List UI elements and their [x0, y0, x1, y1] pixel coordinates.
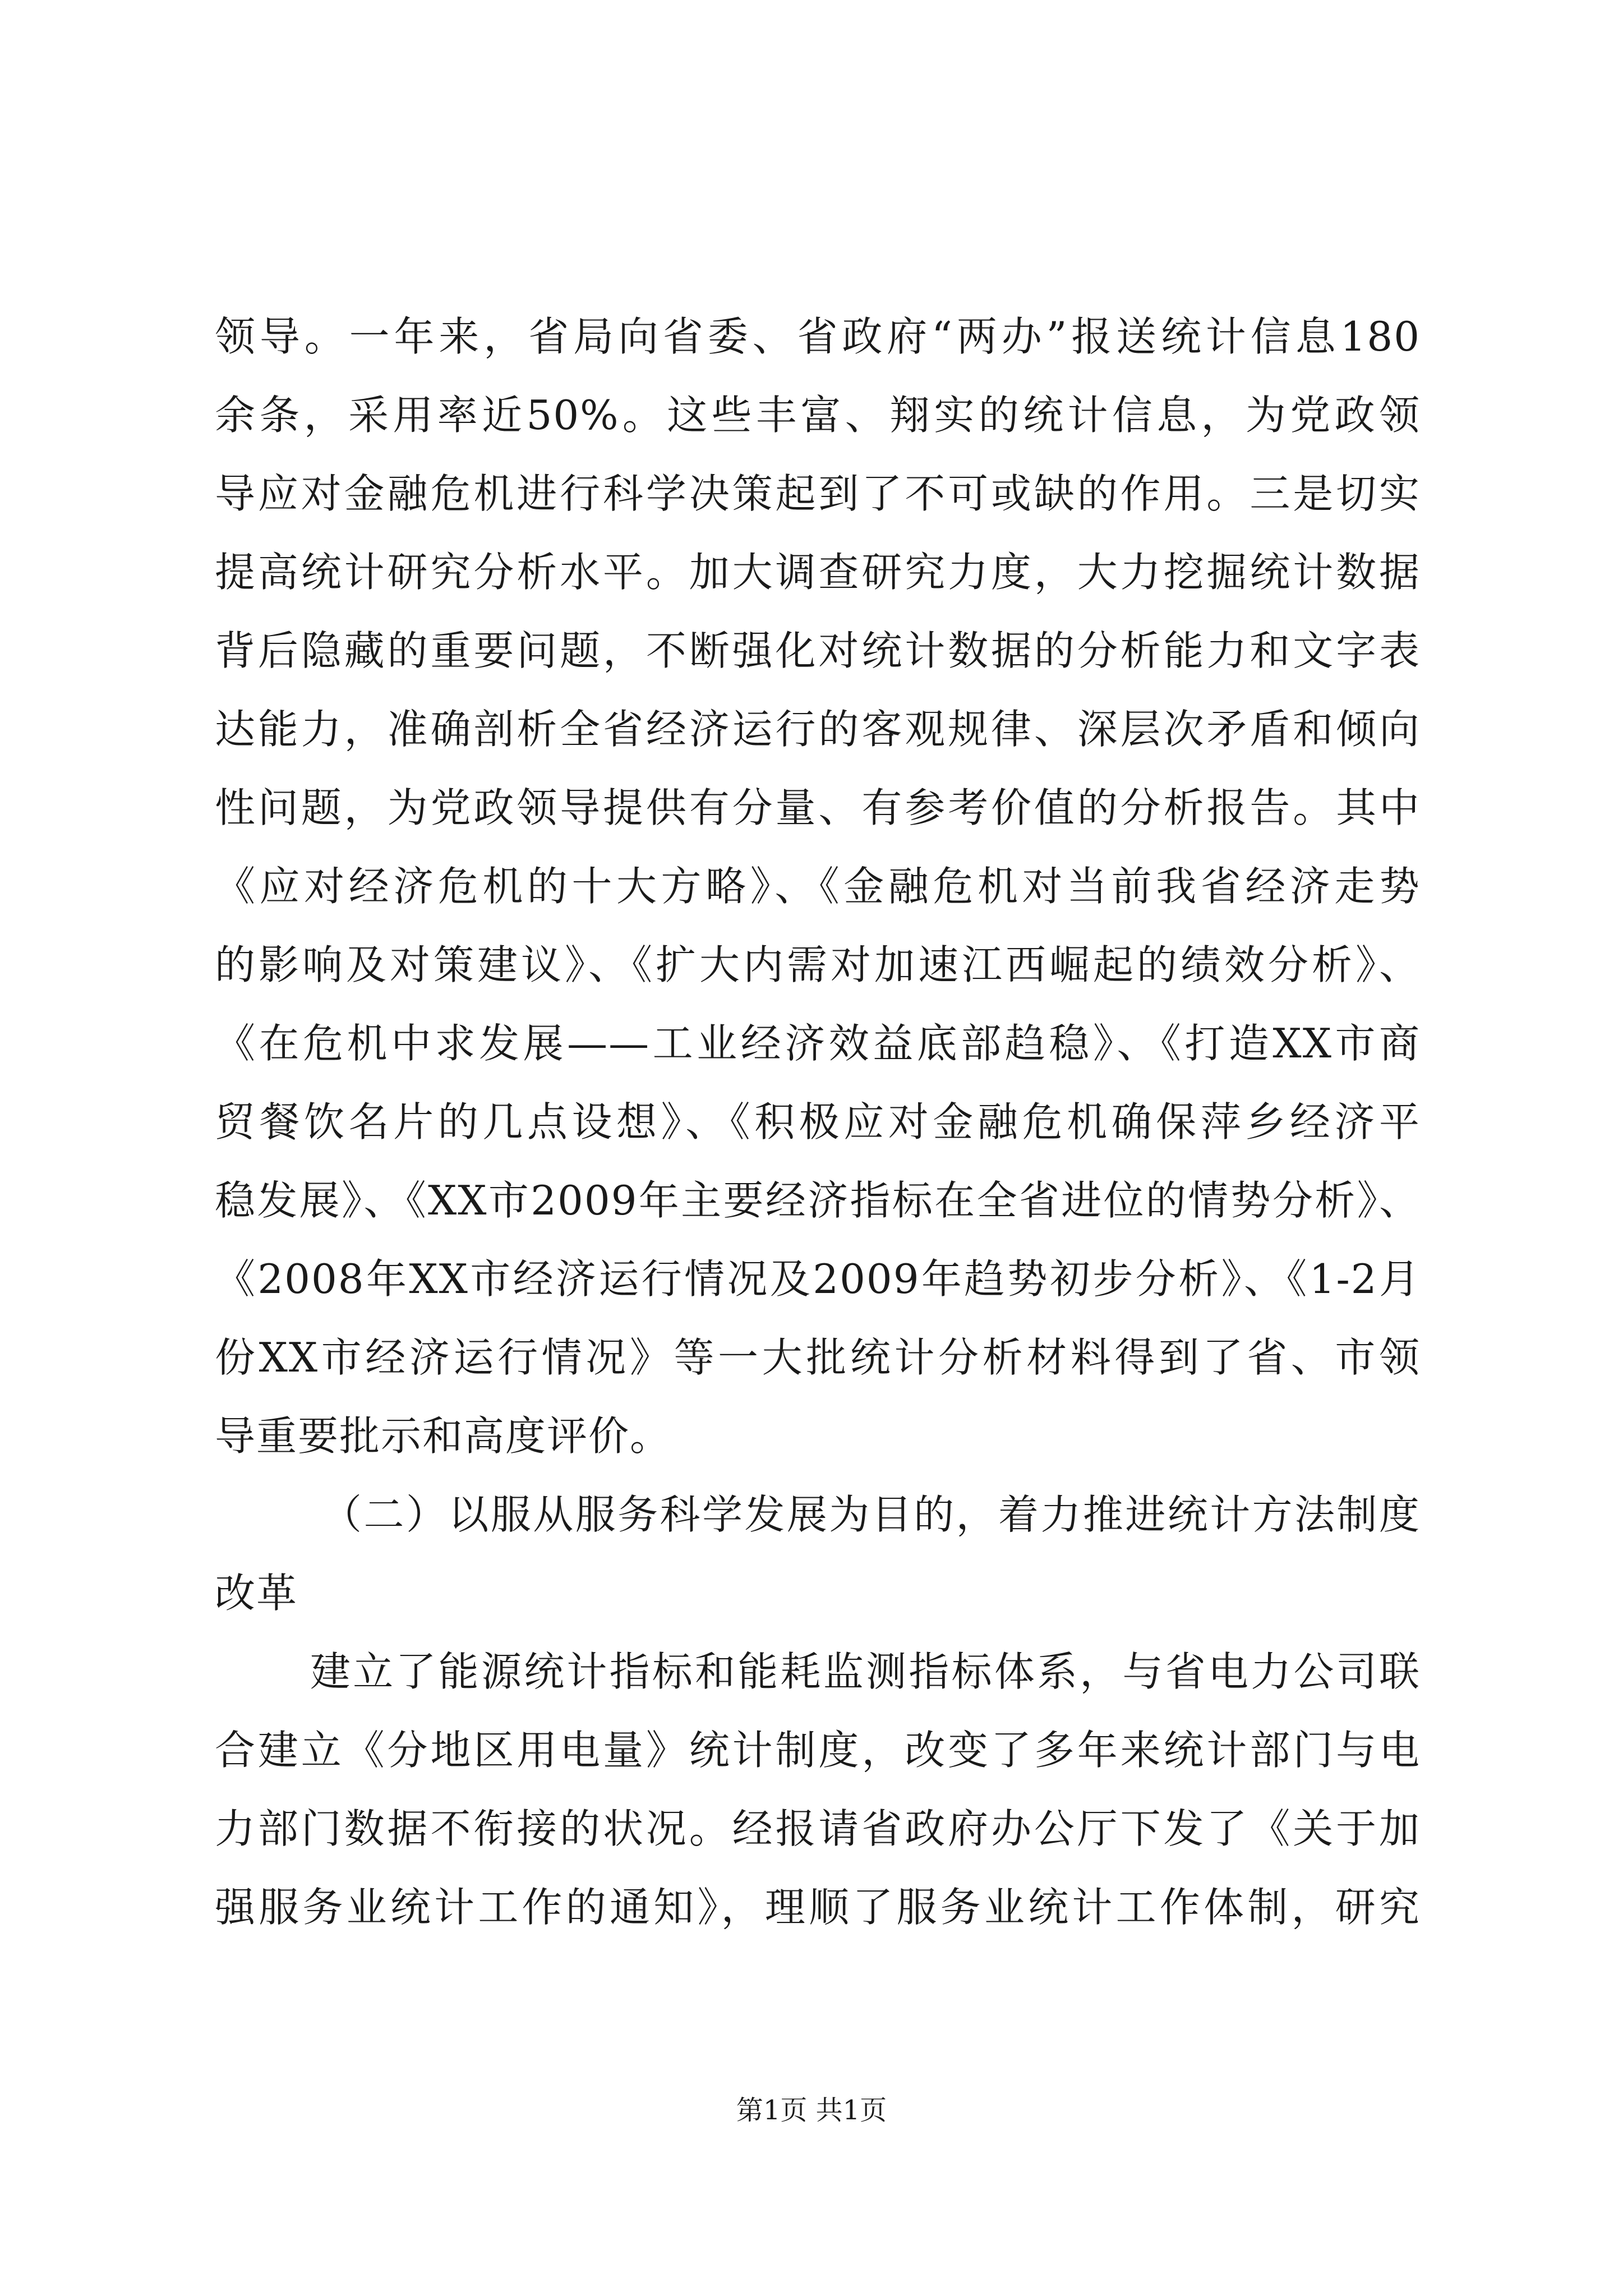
text-line: 稳发展》、《XX市2009年主要经济指标在全省进位的情势分析》、 — [215, 1177, 1421, 1224]
text-line: 《2008年XX市经济运行情况及2009年趋势初步分析》、《1-2月 — [215, 1255, 1421, 1303]
document-body — [215, 297, 1421, 1947]
section-heading-continued: 改革 — [215, 1570, 298, 1617]
text-line: 建立了能源统计指标和能耗监测指标体系，与省电力公司联 — [310, 1648, 1421, 1695]
text-line: 导重要批示和高度评价。 — [215, 1412, 672, 1460]
page-number-footer: 第1页 共1页 — [736, 2095, 887, 2126]
text-line: 性问题，为党政领导提供有分量、有参考价值的分析报告。其中 — [215, 784, 1421, 831]
text-line: 领导。一年来，省局向省委、省政府“两办”报送统计信息180 — [215, 313, 1421, 360]
text-line: 份XX市经济运行情况》等一大批统计分析材料得到了省、市领 — [215, 1334, 1421, 1381]
text-line: 贸餐饮名片的几点设想》、《积极应对金融危机确保萍乡经济平 — [215, 1098, 1421, 1145]
text-line: 背后隐藏的重要问题，不断强化对统计数据的分析能力和文字表 — [215, 627, 1421, 674]
section-heading: （二）以服从服务科学发展为目的，着力推进统计方法制度 — [321, 1491, 1421, 1538]
text-line: 《应对经济危机的十大方略》、《金融危机对当前我省经济走势 — [215, 863, 1421, 910]
text-line: 的影响及对策建议》、《扩大内需对加速江西崛起的绩效分析》、 — [215, 941, 1421, 988]
text-line: 力部门数据不衔接的状况。经报请省政府办公厅下发了《关于加 — [215, 1805, 1421, 1852]
text-line: 提高统计研究分析水平。加大调查研究力度，大力挖掘统计数据 — [215, 549, 1421, 596]
text-line: 达能力，准确剖析全省经济运行的客观规律、深层次矛盾和倾向 — [215, 706, 1421, 753]
text-line: 强服务业统计工作的通知》，理顺了服务业统计工作体制，研究 — [215, 1884, 1421, 1931]
text-line: 《在危机中求发展——工业经济效益底部趋稳》、《打造XX市商 — [215, 1020, 1421, 1067]
text-line: 导应对金融危机进行科学决策起到了不可或缺的作用。三是切实 — [215, 470, 1421, 517]
text-line: 合建立《分地区用电量》统计制度，改变了多年来统计部门与电 — [215, 1727, 1421, 1774]
text-line: 余条，采用率近50%。这些丰富、翔实的统计信息，为党政领 — [215, 392, 1421, 439]
